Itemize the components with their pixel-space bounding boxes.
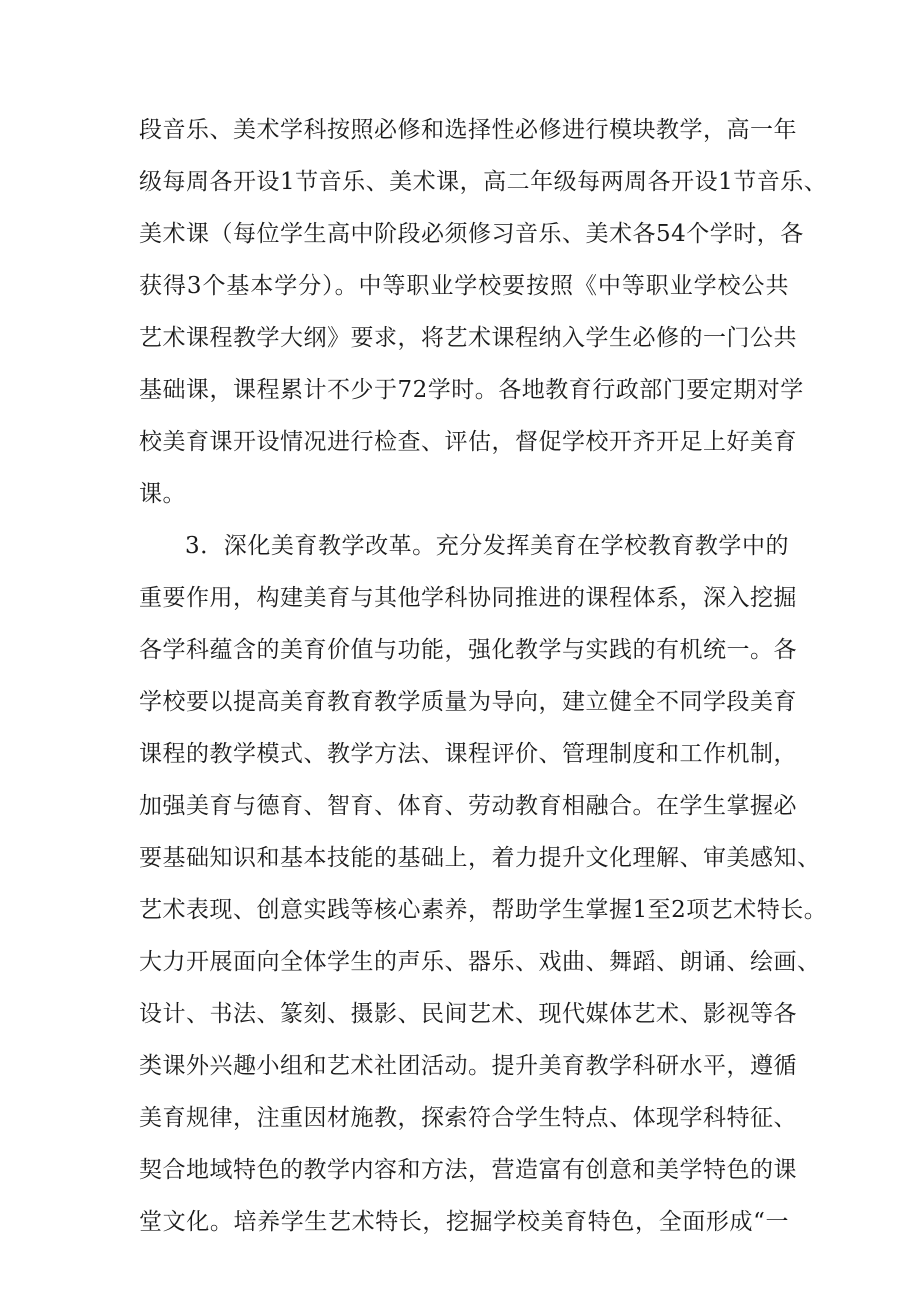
text-line: 获得3个基本学分）。中等职业学校要按照《中等职业学校公共 — [139, 273, 789, 299]
paragraph-1 — [139, 104, 828, 520]
text-line: 各学科蕴含的美育价值与功能，强化教学与实践的有机统一。各 — [139, 637, 797, 663]
text-line: 级每周各开设1节音乐、美术课，高二年级每两周各开设1节音乐、 — [139, 169, 828, 195]
text-line: 基础课，课程累计不少于72学时。各地教育行政部门要定期对学 — [139, 377, 804, 403]
text-line: 美育规律，注重因材施教，探索符合学生特点、体现学科特征、 — [139, 1105, 797, 1131]
text-line: 3．深化美育教学改革。充分发挥美育在学校教育教学中的 — [185, 533, 789, 559]
text-line: 课。 — [139, 481, 186, 507]
text-line: 堂文化。培养学生艺术特长，挖掘学校美育特色，全面形成“一 — [139, 1209, 789, 1235]
text-line: 艺术表现、创意实践等核心素养，帮助学生掌握1至2项艺术特长。 — [139, 897, 828, 923]
text-line: 段音乐、美术学科按照必修和选择性必修进行模块教学，高一年 — [139, 117, 797, 143]
text-line: 大力开展面向全体学生的声乐、器乐、戏曲、舞蹈、朗诵、绘画、 — [139, 949, 821, 975]
text-line: 要基础知识和基本技能的基础上，着力提升文化理解、审美感知、 — [139, 845, 821, 871]
text-line: 契合地域特色的教学内容和方法，营造富有创意和美学特色的课 — [139, 1157, 797, 1183]
text-line: 设计、书法、篆刻、摄影、民间艺术、现代媒体艺术、影视等各 — [139, 1001, 797, 1027]
text-line: 加强美育与德育、智育、体育、劳动教育相融合。在学生掌握必 — [139, 793, 797, 819]
text-line: 重要作用，构建美育与其他学科协同推进的课程体系，深入挖掘 — [139, 585, 797, 611]
text-line: 类课外兴趣小组和艺术社团活动。提升美育教学科研水平，遵循 — [139, 1053, 797, 1079]
text-line: 学校要以提高美育教育教学质量为导向，建立健全不同学段美育 — [139, 689, 797, 715]
text-line: 美术课（每位学生高中阶段必须修习音乐、美术各54个学时，各 — [139, 221, 804, 247]
text-line: 课程的教学模式、教学方法、课程评价、管理制度和工作机制， — [139, 741, 797, 767]
document-body — [139, 104, 828, 1248]
paragraph-2 — [139, 520, 828, 1248]
text-line: 校美育课开设情况进行检查、评估，督促学校开齐开足上好美育 — [139, 429, 797, 455]
text-line: 艺术课程教学大纲》要求，将艺术课程纳入学生必修的一门公共 — [139, 325, 797, 351]
